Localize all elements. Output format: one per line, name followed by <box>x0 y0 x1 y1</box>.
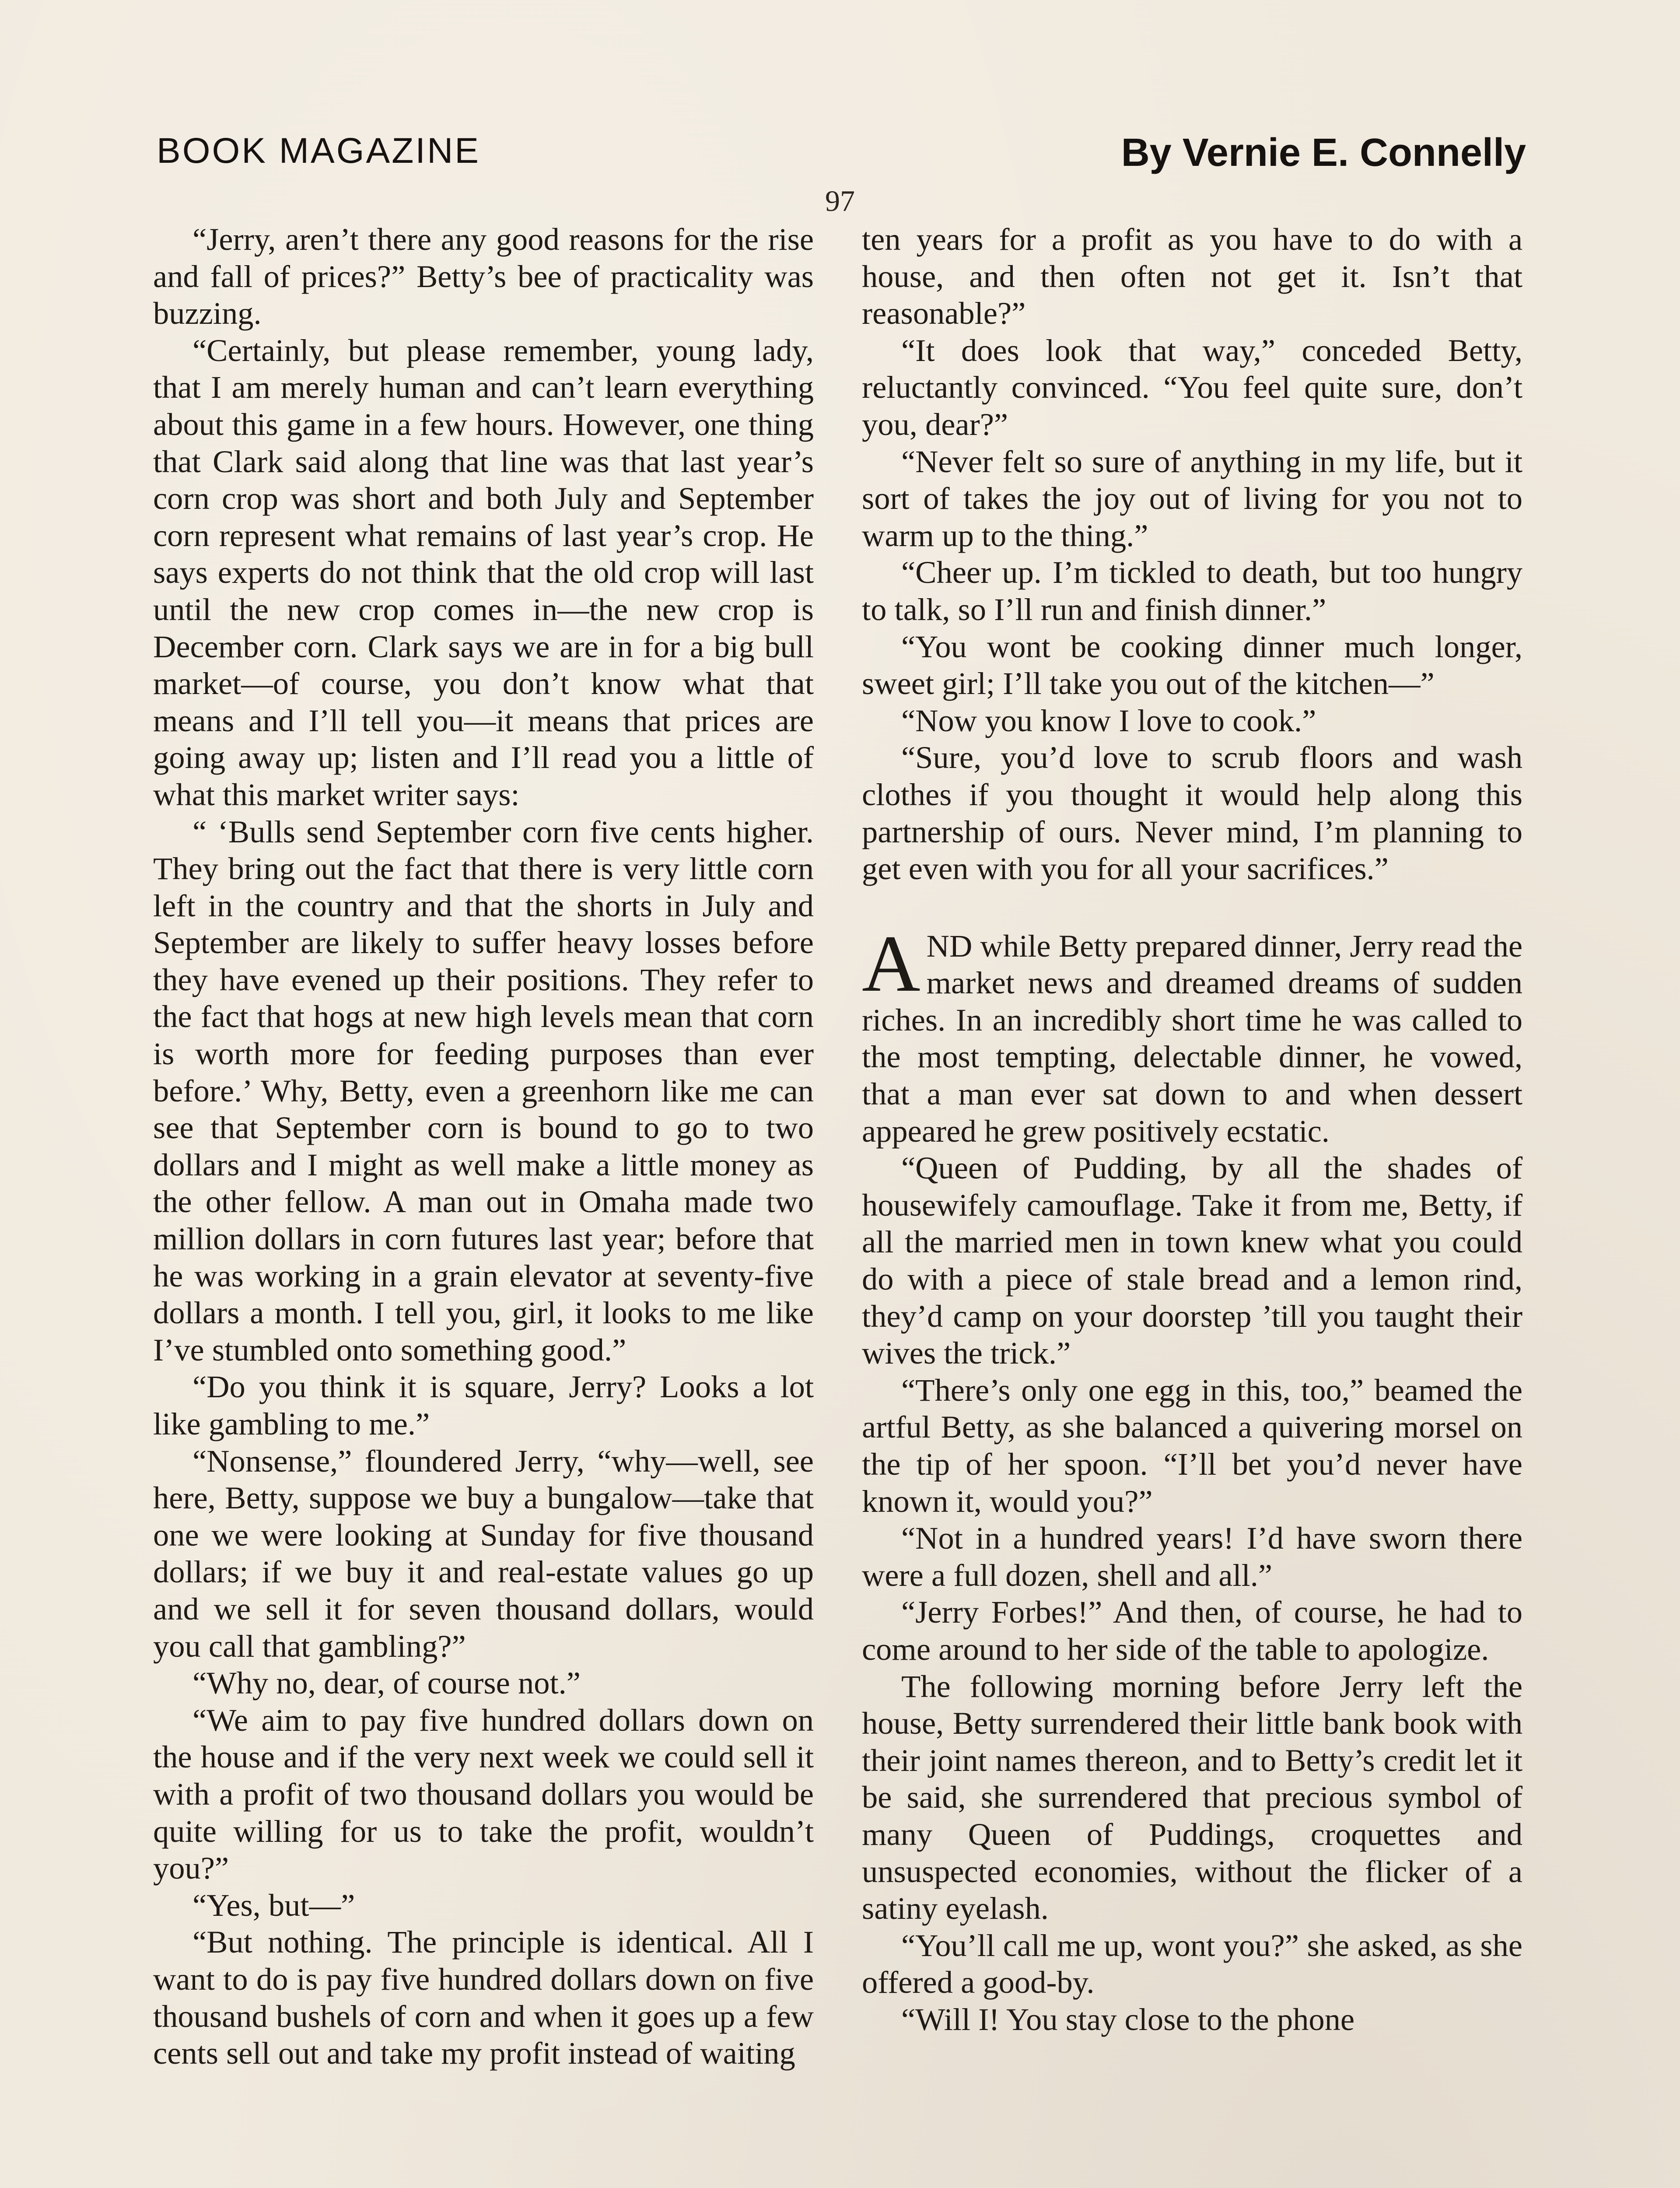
paragraph: “It does look that way,” conceded Betty, reluctantly convinced. “You feel quite sure, don’t you, dear?” <box>862 332 1522 442</box>
drop-cap: A <box>862 919 920 1009</box>
paragraph: “Certainly, but please remember, young lady, that I am merely human and can’t learn everything about this game in a few hours. However, one thing that Clark said along that line was that last year’s corn crop was short and both July and September corn represent what remains of last year’s crop. He says experts do not think that the old crop will last until the new crop comes in—the new crop is December corn. Clark says we are in for a big bull market—of course, you don’t know what that means and I’ll tell you—it means that prices are going away up; listen and I’ll read you a little of what this market writer says: <box>153 332 814 812</box>
paragraph: “Why no, dear, of course not.” <box>192 1665 581 1701</box>
paragraph: “You wont be cooking dinner much longer, sweet girl; I’ll take you out of the kitchen—” <box>862 628 1522 701</box>
magazine-title: BOOK MAGAZINE <box>157 131 480 171</box>
paragraph: “Will I! You stay close to the phone <box>901 2001 1355 2037</box>
right-column <box>862 221 1522 2038</box>
paragraph: “Queen of Pudding, by all the shades of housewifely camouflage. Take it from me, Betty, if all the married men in town knew what you could do with a piece of stale bread and a lemon rind, they’d camp on your doorstep ’till you taught their wives the trick.” <box>862 1150 1522 1371</box>
paragraph: “But nothing. The principle is identical. All I want to do is pay five hundred dollars down on five thousand bushels of corn and when it goes up a few cents sell out and take my profit instead of waiting <box>153 1924 814 2071</box>
paragraph: “Never felt so sure of anything in my life, but it sort of takes the joy out of living for you not to warm up to the thing.” <box>862 443 1522 553</box>
paragraph: “Sure, you’d love to scrub floors and wash clothes if you thought it would help along this partnership of ours. Never mind, I’m planning to get even with you for all your sacrifices.” <box>862 740 1522 887</box>
paragraph: “We aim to pay five hundred dollars down on the house and if the very next week we could sell it with a profit of two thousand dollars you would be quite willing for us to take the profit, wouldn’t you?” <box>153 1702 814 1886</box>
paragraph: “Now you know I love to cook.” <box>901 702 1316 738</box>
paragraph: “There’s only one egg in this, too,” beamed the artful Betty, as she balanced a quivering morsel on the tip of her spoon. “I’ll bet you’d never have known it, would you?” <box>862 1372 1522 1519</box>
page-number: 97 <box>825 184 855 217</box>
left-column <box>153 221 814 2072</box>
paragraph: “You’ll call me up, wont you?” she asked, as she offered a good-by. <box>862 1927 1522 2000</box>
paragraph: “Not in a hundred years! I’d have sworn there were a full dozen, shell and all.” <box>862 1520 1522 1593</box>
paragraph: “Do you think it is square, Jerry? Looks a lot like gambling to me.” <box>153 1369 814 1441</box>
section-opening-text: while Betty prepared dinner, Jerry read the market news and dreamed dreams of sudden riches. In an incredibly short time he was called to the most tempting, delectable dinner, he vowed, that a man ever sat down to and when dessert appeared he grew positively ecstatic. <box>862 928 1522 1149</box>
paragraph: “Jerry, aren’t there any good reasons for the rise and fall of prices?” Betty’s bee of practicality was buzzing. <box>153 221 814 331</box>
section-opening-paragraph <box>862 919 1522 1150</box>
paragraph-continuation: ten years for a profit as you have to do with a house, and then often not get it. Isn’t that reasonable?” <box>862 221 1522 331</box>
paragraph: The following morning before Jerry left the house, Betty surrendered their little bank book with their joint names thereon, and to Betty’s credit let it be said, she surrendered that precious symbol of many Queen of Puddings, croquettes and unsuspected economies, without the flicker of a satiny eyelash. <box>862 1668 1522 1926</box>
author-byline: By Vernie E. Connelly <box>1121 131 1526 175</box>
section-lead-letters: ND <box>926 928 973 964</box>
paragraph: “Jerry Forbes!” And then, of course, he had to come around to her side of the table to apologize. <box>862 1594 1522 1667</box>
paragraph: “Yes, but—” <box>192 1887 355 1923</box>
paragraph: “Nonsense,” floundered Jerry, “why—well, see here, Betty, suppose we buy a bungalow—take that one we were looking at Sunday for five thousand dollars; if we buy it and real-estate values go up and we sell it for seven thousand dollars, would you call that gambling?” <box>153 1443 814 1664</box>
paragraph: “ ‘Bulls send September corn five cents higher. They bring out the fact that there is very little corn left in the country and that the shorts in July and September are likely to suffer heavy losses before they have evened up their positions. They refer to the fact that hogs at new high levels mean that corn is worth more for feeding purposes than ever before.’ Why, Betty, even a greenhorn like me can see that September corn is bound to go to two dollars and I might as well make a little money as the other fellow. A man out in Omaha made two million dollars in corn futures last year; before that he was working in a grain elevator at seventy-five dollars a month. I tell you, girl, it looks to me like I’ve stumbled onto something good.” <box>153 813 814 1368</box>
paragraph: “Cheer up. I’m tickled to death, but too hungry to talk, so I’ll run and finish dinner.” <box>862 554 1522 627</box>
